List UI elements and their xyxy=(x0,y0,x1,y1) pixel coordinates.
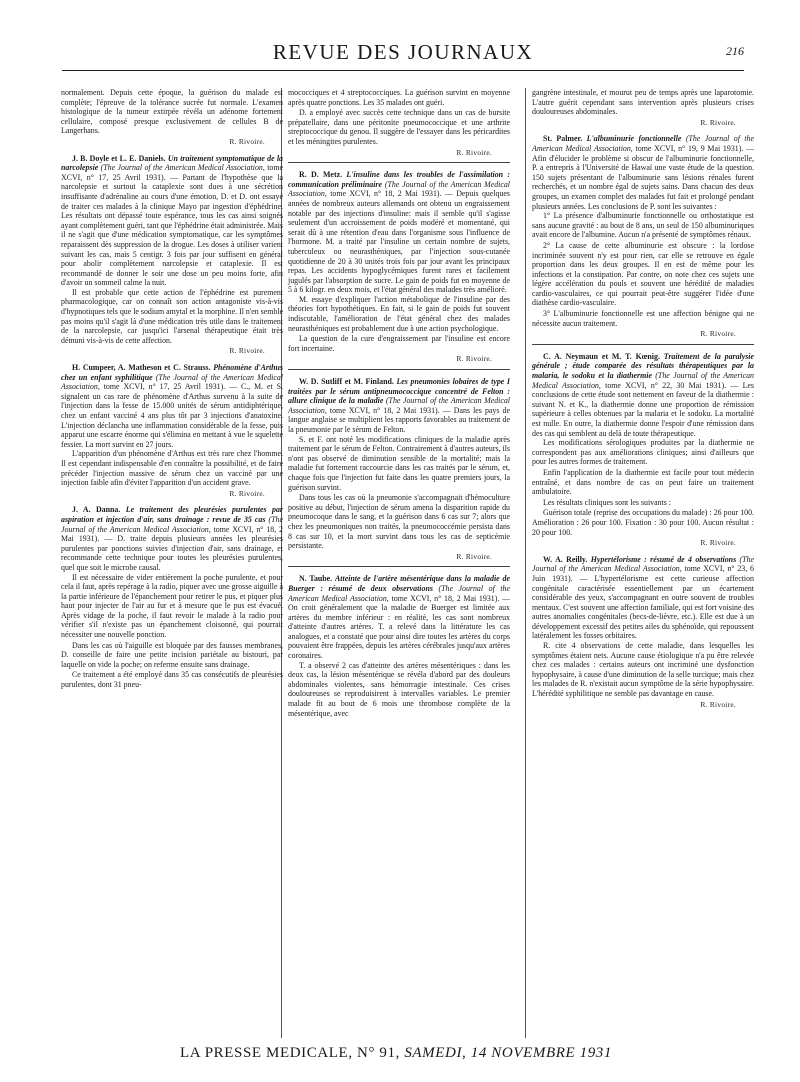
article-authors: R. D. Metz. xyxy=(299,170,343,180)
signature: R. Rivoire. xyxy=(456,354,492,364)
article-authors: St. Palmer. xyxy=(543,134,583,144)
paragraph: normalement. Depuis cette époque, la guérison du malade est complète; l'épreuve de la tolérance sucrée fut normale. L'examen histologique de la tumeur extirpée révéla un adénome fortement cellulaire, composé presque exclusivement de cellules B de Langerhans. xyxy=(61,88,283,136)
paragraph: 2° La cause de cette albuminurie est obscure : la lordose incriminée souvent n'y est pour rien, car elle se retrouve en égale proportion dans les deux groupes. Il en est de même pour les infections et la constipation. Par contre, on note chez ces sujets une légère accélération du pouls et souvent une hérédité de maladies cardio-vasculaires, ce qui pourrait peut-être suggérer l'idée d'une diathèse cardio-vasculaire. xyxy=(532,240,754,308)
article-doyle xyxy=(61,154,283,356)
article-title: L'insuline dans les troubles de l'assimilation : communication préliminaire xyxy=(288,170,510,189)
article-continuation xyxy=(532,88,754,127)
column-rule xyxy=(525,88,526,1038)
article-source: (The Journal of the American Medical Association, xyxy=(288,583,510,603)
article-source: (The Journal of the American Medical Association, xyxy=(288,396,510,415)
article-heading xyxy=(288,377,510,435)
paragraph: Ce traitement a été employé dans 35 cas consécutifs de pleurésies purulentes, dont 31 pneu- xyxy=(61,670,283,690)
article-heading xyxy=(532,134,754,211)
article-separator xyxy=(288,566,510,567)
signature: R. Rivoire. xyxy=(456,551,492,561)
signature: R. Rivoire. xyxy=(456,147,492,157)
article-separator xyxy=(288,162,510,163)
article-body-start: tome XCVI, n° 19, 9 Mai 1931). — Afin d'élucider le problème si obscur de l'albuminurie fonctionnelle, P. a entrepris à l'Université de Hawaï une vaste étude de la question. 150 sujets présentant de l'albuminurie sans lésions rénales furent recherchés, et un nombre égal de sujets sains. Dans chacun des deux groupes, un examen complet des malades fut fait et prolongé pendant plusieurs années. Les conclusions de P. sont les suivantes : xyxy=(532,143,754,211)
article-title: Le traitement des pleurésies purulentes par aspiration et injection d'air, sans drainage : revue de 35 cas xyxy=(61,505,284,524)
signature: R. Rivoire. xyxy=(700,699,736,709)
paragraph: R. cite 4 observations de cette maladie, dans lesquelles les symptômes étaient nets. Aucune cause étiologique n'a pu être relevée chez ces malades : certains auteurs ont incriminé une dysfonction hypophysaire, à cause d'une diminution de la selle turcique; mais chez les malades de R. n'existait aucun symptôme de la série hypophysaire. L'hérédité syphilitique ne semble pas davantage en cause. xyxy=(532,641,754,699)
paragraph: Guérison totale (reprise des occupations du malade) : 26 pour 100. Amélioration : 26 pour 100. Fixation : 30 pour 100. Aucun résultat : 20 pour 100. xyxy=(532,508,754,537)
article-heading xyxy=(532,555,754,641)
article-body-start: tome XCVI, n° 18, 2 Mai 1931). — Depuis quelques années de nombreux auteurs allemands ont obtenu un engraissement notable par des injections d'insuline: mais il semble qu'il s'agisse seulement d'un accroissement de poids modéré et momentané, qui serait dû à une rétention d'eau dans l'organisme sous l'influence de l'hormone. M. a traité par l'insuline un certain nombre de sujets, tuberculeux ou neurasthéniques, par l'injection sous-cutanée quotidienne de 20 à 30 unités trois fois par jour avant les principaux repas. Les accidents hypoglycémiques furent rares et facilement jugulés par l'absorption de sucre. Le gain de poids fut en moyenne de 5 à 6 kilogr. en deux mois, et l'état général des malades très amélioré. xyxy=(288,189,510,295)
article-sutliff xyxy=(288,377,510,561)
paragraph: Les résultats cliniques sont les suivants : xyxy=(543,497,671,507)
article-title: Hypertélorisme : résumé de 4 observations xyxy=(590,554,737,564)
article-source: (The Journal of the American Medical Association, xyxy=(532,554,754,574)
paragraph: Les modifications sérologiques produites par la diathermie ne correspondent pas aux améliorations cliniques; ainsi d'ailleurs que pour les autres formes de traitement. xyxy=(532,438,754,467)
article-body-start: tome XCVI, n° 18, 2 Mai 1931). — D. traite depuis plusieurs années les pleurésies purulentes par ponctions suivies d'injection d'air, sans drainage, et recommande cette technique pour toutes les pleurésies purulentes, quel que soit le microbe causal. xyxy=(61,524,283,572)
paragraph: Il est nécessaire de vider entièrement la poche purulente, et pour cela il faut, après repérage à la radio, piquer avec une grosse aiguille à la partie inférieure de l'épanchement pour retirer le pus, et piquer plus haut pour injecter de l'air au fur et à mesure que le pus est évacué. Après vidage de la poche, il faut revoir le malade à la radio pour vérifier s'il n'existe pas un épanchement cloisonné, qui pourrait nécessiter une nouvelle ponction. xyxy=(61,572,283,640)
signature: R. Rivoire. xyxy=(229,346,265,356)
footer-date: SAMEDI, 14 NOVEMBRE 1931 xyxy=(404,1045,613,1061)
article-continuation xyxy=(61,88,283,147)
article-source: (The Journal of the American Medical Association, xyxy=(532,134,754,153)
article-source: (The Journal of the American Medical Association, xyxy=(100,163,265,173)
paragraph: D. a employé avec succès cette technique dans un cas de bursite prépatellaire, dans une péritonite pneumococcique et une arthrite streptococcique du genou. Il suggère de l'essayer dans les péricardites et les méningites purulentes. xyxy=(288,108,510,146)
article-body-start: tome XCVI, n° 18, 2 Mai 1931). — On croit généralement que la maladie de Buerger est limitée aux artères du membre inférieur : en réalité, les cas sont nombreux d'atteinte d'autres artères. T. a relevé dans la littérature les cas analogues, et a constaté que pour ainsi dire toutes les artères du corps pouvaient être frappées, depuis les artères cérébrales jusqu'aux artères coronaires. xyxy=(288,593,510,661)
article-authors: N. Taube. xyxy=(299,574,333,584)
page-footer xyxy=(180,1045,740,1062)
paragraph: Il est probable que cette action de l'éphédrine est purement pharmacologique, car on connaît son action antagoniste vis-à-vis d'hypnotiques tels que le sodium amytal et la morphine. Il n'en semble pas moins qu'il s'agit là d'une médication très utile dans le traitement de la narcolepsie, car jusqu'ici l'arsenal thérapeutique était très démuni vis-à-vis de cette affection. xyxy=(61,287,283,345)
signature: R. Rivoire. xyxy=(229,136,265,146)
article-authors: J. B. Doyle et L. E. Daniels. xyxy=(72,153,166,163)
article-neymaun xyxy=(532,352,754,548)
paragraph: S. et F. ont noté les modifications cliniques de la maladie après traitement par le sérum de Felton. Contrairement à d'autres auteurs, ils n'ont pas observé de diminution sensible de la mortalité; mais la maladie fut fortement raccourcie dans les cas traités par le sérum, et, chaque fois que l'injection fut faite dans les quatre premiers jours, la guérison survint. xyxy=(288,434,510,492)
paragraph: La question de la cure d'engraissement par l'insuline est encore fort incertaine. xyxy=(288,334,510,353)
article-authors: J. A. Danna. xyxy=(72,505,121,515)
journal-section-title: REVUE DES JOURNAUX xyxy=(272,40,534,64)
paragraph: Enfin l'application de la diathermie est facile pour tout médecin entraîné, et dans nombre de cas on peut faire un traitement ambulatoire. xyxy=(532,467,754,497)
article-authors: W. A. Reilly. xyxy=(543,554,588,564)
article-heading xyxy=(61,505,283,572)
column-3 xyxy=(532,88,754,709)
article-authors: W. D. Sutliff et M. Finland. xyxy=(299,377,394,387)
article-title: L'albuminurie fonctionnelle xyxy=(586,134,682,144)
article-heading xyxy=(61,154,283,288)
article-body-start: tome XCVI, n° 17, 25 Avril 1931). — Partant de l'hypothèse que la narcolepsie et surtout la cataplexie sont dues à une sécrétion insuffisante d'adrénaline au cours d'une émotion, D. et D. ont essayé de traiter ces malades à la clinique Mayo par ingestion d'éphédrine. Les résultats ont dépassé toute espérance, tous les cas ainsi soignés ayant complètement guéri, tant que l'éphédrine était administrée. Mais il ne s'agit que d'une médication symptomatique, car les symptômes reparaissent dès suppression de la drogue. Les doses à utiliser varient suivant les cas, mais 5 centigr. 3 fois par jour suffisent en général pour abolir complètement narcolepsie et cataplexie. Il est recommandé de donner le soir une dose un peu moins forte, afin d'avoir un sommeil calme la nuit. xyxy=(61,163,283,288)
signature: R. Rivoire. xyxy=(229,488,265,498)
article-source: (The Journal of the American Medical Association, xyxy=(532,371,754,390)
paragraph: T. a observé 2 cas d'atteinte des artères mésentériques : dans les deux cas, la lésion mésentérique se révéla d'abord par des douleurs abdominales violentes, sans hémorragie intestinale. Ces crises douloureuses se reproduisirent à intervalles variables. Le premier malade fit au bout de 6 mois une thrombose complète de la mésentérique, avec xyxy=(288,660,510,718)
column-1 xyxy=(61,88,283,691)
article-palmer xyxy=(532,134,754,338)
article-continuation xyxy=(288,88,510,157)
footer-journal: LA PRESSE MEDICALE, N° 91, xyxy=(180,1045,400,1061)
article-title: Un traitement symptomatique de la narcolepsie xyxy=(61,153,283,173)
article-body-start: tome XCVI, n° 18, 2 Mai 1931). — Dans les pays de langue anglaise se multiplient les rapports favorables au traitement de la pneumonie par le sérum de Felton. xyxy=(288,405,510,434)
article-reilly xyxy=(532,555,754,710)
paragraph: Dans tous les cas où la pneumonie s'accompagnait d'hémoculture positive au début, l'injection de sérum amena la disparition rapide du pneumocoque dans le sang, et la guérison dans 6 cas sur 7; alors que chez les pneumoniques non traités, la pneumococcémie persista dans 8 cas sur 10, et la mort survint dans tous les cas de septicémie persistante. xyxy=(288,493,510,551)
article-heading xyxy=(288,170,510,295)
article-heading xyxy=(532,352,754,438)
article-title: Phénomène d'Arthus chez un enfant syphilitique xyxy=(61,363,283,382)
article-separator xyxy=(532,344,754,345)
signature: R. Rivoire. xyxy=(700,538,736,548)
paragraph: Dans les cas où l'aiguille est bloquée par des fausses membranes, D. conseille de faire une petite incision pariétale au bistouri, par laquelle on vide la poche; on referme ensuite sans drainage. xyxy=(61,640,283,669)
article-body-start: tome XCVI, n° 22, 30 Mai 1931). — Les conclusions de cette étude sont nettement en faveur de la diathermie : suivant N. et K., la diathermie donne une proportion de rémission supérieure à celles obtenues par la malaria et le sodoku. La mortalité est nulle. En outre, la diathermie donne l'espoir d'une rémission dans des cas qui semblent au delà de toute thérapeutique. xyxy=(532,380,754,438)
paragraph: 3° L'albuminurie fonctionnelle est une affection bénigne qui ne nécessite aucun traitement. xyxy=(532,309,754,328)
article-authors: C. A. Neymaun et M. T. Kœnig. xyxy=(543,351,660,361)
page-number: 216 xyxy=(726,44,744,58)
article-heading xyxy=(61,363,283,449)
page-header xyxy=(62,36,744,71)
paragraph: M. essaye d'expliquer l'action métabolique de l'insuline par des théories fort hypothétiques. En fait, si le gain de poids fut souvent indiscutable, l'amélioration de l'état général chez des malades neurasthéniques est probablement due à une action psychologique. xyxy=(288,294,510,333)
article-separator xyxy=(288,369,510,370)
article-taube xyxy=(288,574,510,718)
article-title: Traitement de la paralysie générale ; étude comparée des résultats thérapeutiques par la malaria, le sodoku et la diathermie xyxy=(532,351,754,381)
article-body-start: tome XCVI, n° 23, 6 Juin 1931). — L'hypertélorisme est cette curieuse affection congénitale caractérisée essentiellement par un écartement considérable des yeux, s'accompagnant en outre souvent de troubles mentaux. C'est souvent une affection familiale, qui est fort voisine des autres anomalies congénitales (becs-de-lièvre, etc.). Elle est due à un développement excessif des petites ailes du sphénoïde, qui repoussent latéralement les fosses orbitaires. xyxy=(532,564,754,641)
paragraph: gangrène intestinale, et mourut peu de temps après une laparotomie. L'autre guérit cependant sans intervention après plusieurs crises douloureuses abdominales. xyxy=(532,88,754,117)
paragraph: mococciques et 4 streptococciques. La guérison survint en moyenne après quatre ponctions. Les 35 malades ont guéri. xyxy=(288,88,510,107)
article-body-start: tome XCVI, n° 17, 25 Avril 1931). — C., M. et S. signalent un cas rare de phénomène d'Arthus survenu à la suite de l'injection dans la fesse de 15.000 unités de sérum antidiphtérique, chez un enfant vacciné 4 ans plus tôt par 3 injections d'anatoxine. L'injection déclancha une inflammation considérable de la fesse, puis apparut une escarre énorme qui s'élimina en mettant à vue le squelette fessier. La mort survint en 27 jours. xyxy=(61,382,283,449)
article-source: (The Journal of the American Medical Association, xyxy=(288,179,510,199)
article-title: Les pneumonies lobaires de type I traitées par le sérum antipneumococcique concentré de Felton : allure clinique de la maladie xyxy=(288,377,511,406)
column-2 xyxy=(288,88,510,719)
article-cumpeer xyxy=(61,363,283,498)
article-source: (The Journal of the American Medical Association, xyxy=(61,514,283,534)
article-heading xyxy=(288,574,510,660)
signature: R. Rivoire. xyxy=(700,117,736,127)
paragraph: 1° La présence d'albuminurie fonctionnelle ou orthostatique est sans aucune gravité : au bout de 8 ans, un seul de 150 albuminuriques avait encore de l'albumine. Aucun n'a présenté de symptômes rénaux. xyxy=(532,211,754,240)
paragraph: L'apparition d'un phénomène d'Arthus est très rare chez l'homme. Il est cependant indispensable d'en connaître la possibilité, et de faire précéder l'injection massive de sérum chez un vacciné par une injection faible afin d'éviter l'apparition d'un accident grave. xyxy=(61,449,283,488)
article-source: (The Journal of the American Medical Association, xyxy=(61,372,283,392)
article-metz xyxy=(288,170,510,364)
article-danna xyxy=(61,505,283,689)
article-authors: H. Cumpeer, A. Matheson et C. Strauss. xyxy=(72,363,211,373)
signature: R. Rivoire. xyxy=(700,329,736,339)
article-title: Atteinte de l'artère mésentérique dans la maladie de Buerger : résumé de deux observations xyxy=(288,574,510,593)
